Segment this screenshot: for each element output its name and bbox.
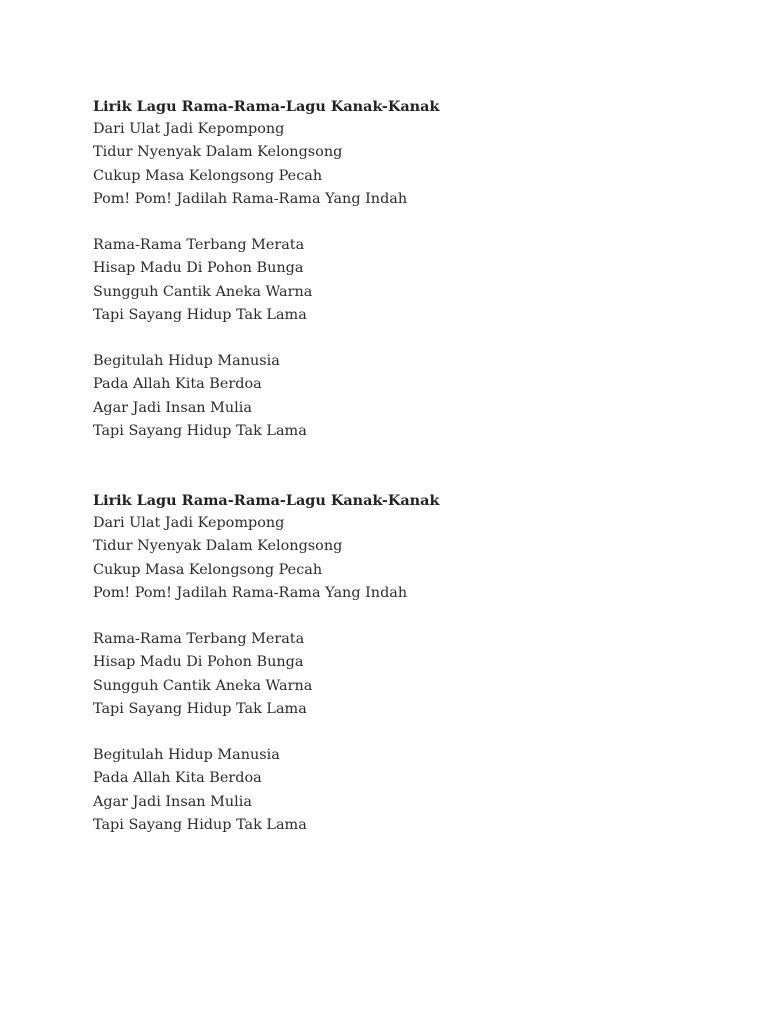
lyric-line: Tapi Sayang Hidup Tak Lama [93, 306, 307, 323]
lyrics-title: Lirik Lagu Rama-Rama-Lagu Kanak-Kanak [93, 492, 440, 509]
stanza-1 [93, 512, 693, 605]
lyric-line: Pada Allah Kita Berdoa [93, 770, 262, 787]
lyric-line: Dari Ulat Jadi Kepompong [93, 121, 285, 138]
lyric-line: Begitulah Hidup Manusia [93, 747, 280, 764]
lyric-line: Sungguh Cantik Aneka Warna [93, 677, 313, 694]
stanza-2 [93, 628, 693, 721]
lyric-line: Tidur Nyenyak Dalam Kelongsong [93, 538, 343, 555]
lyric-line: Rama-Rama Terbang Merata [93, 631, 305, 648]
lyrics-title: Lirik Lagu Rama-Rama-Lagu Kanak-Kanak [93, 98, 440, 115]
lyric-line: Tidur Nyenyak Dalam Kelongsong [93, 144, 343, 161]
lyric-line: Sungguh Cantik Aneka Warna [93, 283, 313, 300]
lyric-line: Hisap Madu Di Pohon Bunga [93, 654, 304, 671]
lyric-line: Pom! Pom! Jadilah Rama-Rama Yang Indah [93, 190, 408, 207]
lyric-line: Pom! Pom! Jadilah Rama-Rama Yang Indah [93, 584, 408, 601]
stanza-3 [93, 350, 693, 443]
stanza-3 [93, 744, 693, 837]
lyrics-block-1 [93, 95, 693, 443]
lyric-line: Tapi Sayang Hidup Tak Lama [93, 816, 307, 833]
lyric-line: Rama-Rama Terbang Merata [93, 237, 305, 254]
lyrics-block-2 [93, 489, 693, 837]
lyric-line: Tapi Sayang Hidup Tak Lama [93, 422, 307, 439]
stanza-1 [93, 118, 693, 211]
lyric-line: Pada Allah Kita Berdoa [93, 376, 262, 393]
lyric-line: Tapi Sayang Hidup Tak Lama [93, 700, 307, 717]
lyric-line: Cukup Masa Kelongsong Pecah [93, 167, 323, 184]
lyric-line: Hisap Madu Di Pohon Bunga [93, 260, 304, 277]
lyric-line: Agar Jadi Insan Mulia [93, 793, 252, 810]
lyric-line: Dari Ulat Jadi Kepompong [93, 515, 285, 532]
lyric-line: Agar Jadi Insan Mulia [93, 399, 252, 416]
lyric-line: Cukup Masa Kelongsong Pecah [93, 561, 323, 578]
lyric-line: Begitulah Hidup Manusia [93, 353, 280, 370]
stanza-2 [93, 234, 693, 327]
